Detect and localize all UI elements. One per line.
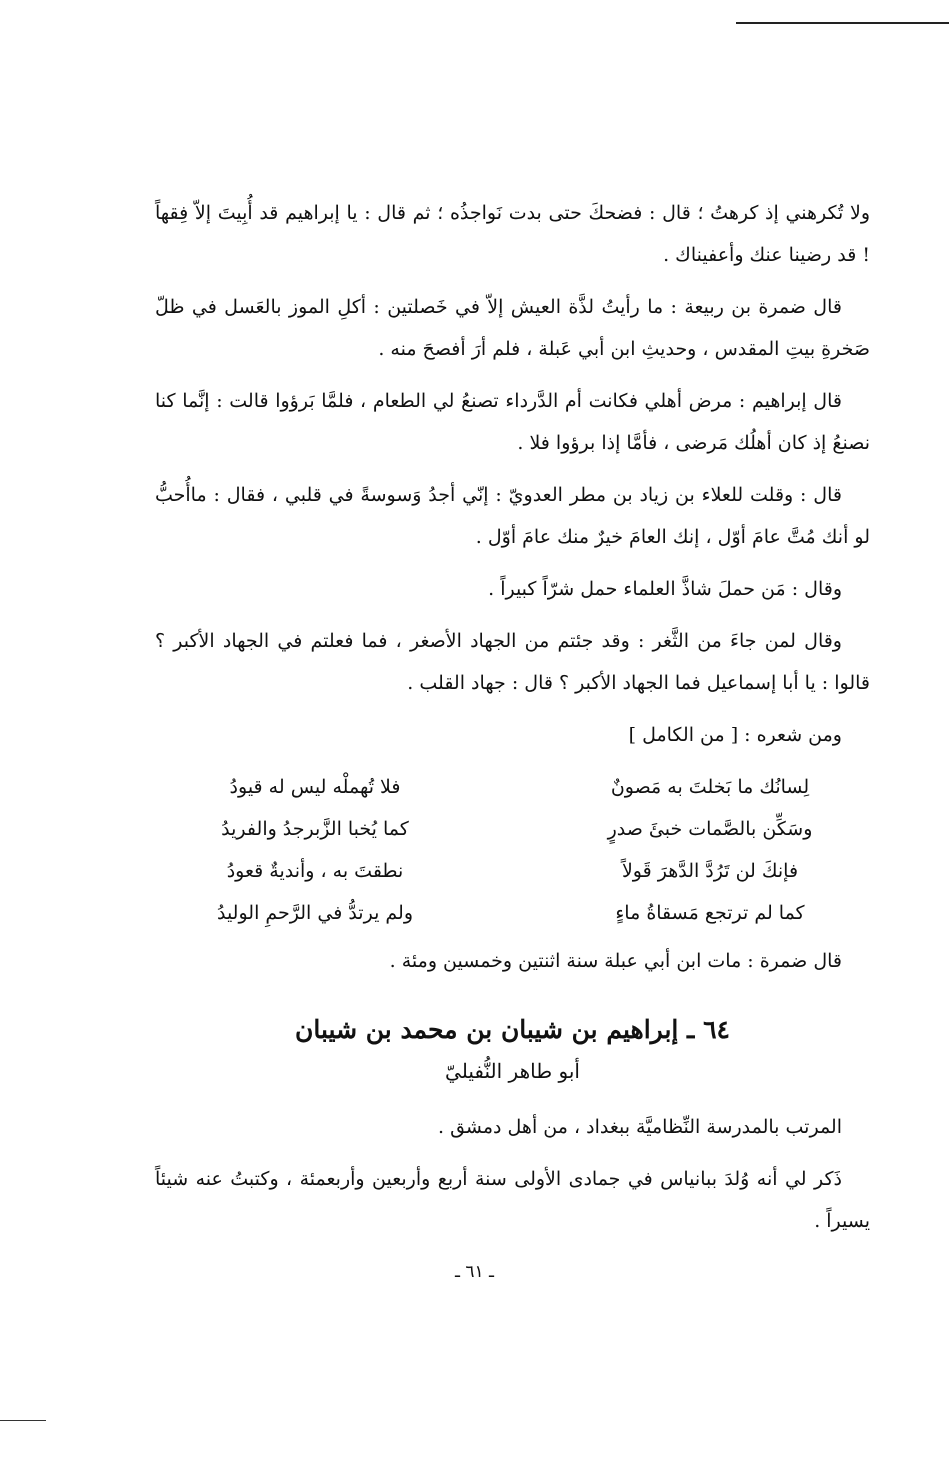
page-number: ـ ٦١ ـ bbox=[454, 1262, 495, 1282]
verse-second-hemistich: نطقتَ به ، وأنديةٌ قعودُ bbox=[226, 860, 404, 882]
paragraph-birth: ذَكر لي أنه وُلدَ ببانياس في جمادى الأولى سنة أربع وأربعين وأربعمئة ، وكتبتُ عنه شيئاً يسيراً . bbox=[155, 1168, 870, 1232]
paragraph-damra-saying: قال ضمرة بن ربيعة : ما رأيتُ لذَّة العيش إلاّ في خَصلتين : أكلِ الموز بالعَسل في ظلّ صَخرةِ بيتِ المقدس ، وحديثِ ابن أبي عَبلة ، فلم أرَ أفصحَ منه . bbox=[155, 296, 870, 360]
paragraph-death-date: قال ضمرة : مات ابن أبي عبلة سنة اثنتين وخمسين ومئة . bbox=[389, 950, 842, 972]
verse-first-hemistich: وسَكِّن بالصَّمات خبئَ صدرٍ bbox=[607, 818, 813, 840]
margin-rule bbox=[0, 1420, 46, 1421]
entry-heading: ٦٤ ـ إبراهيم بن شيبان بن محمد بن شيبان bbox=[295, 1015, 730, 1044]
paragraph-ending-story: ولا تُكرهني إذ كرهتُ ؛ قال : فضحكَ حتى بدت نَواجذُه ؛ ثم قال : يا إبراهيم قد أُبِيتَ إلاّ فِقهاً ! قد رضينا عنك وأعفيناك . bbox=[155, 202, 870, 266]
verse-second-hemistich: فلا تُهملْه ليس له قيودُ bbox=[229, 776, 401, 798]
verse-first-hemistich: فإنكَ لن تَرُدَّ الدَّهرَ قَولاً bbox=[621, 860, 799, 882]
poem-intro: ومن شعره : [ من الكامل ] bbox=[628, 724, 842, 746]
poem bbox=[155, 766, 870, 934]
verse-first-hemistich: لِسانُك ما بَخلتَ به مَصونٌ bbox=[610, 776, 810, 798]
verse-first-hemistich: كما لم ترتجع مَسقاةُ ماءٍ bbox=[615, 902, 805, 924]
paragraph-umm-darda: قال إبراهيم : مرض أهلي فكانت أم الدَّرداء تصنعُ لي الطعام ، فلمَّا بَرؤوا قالت : إنَّما كنا نصنعُ إذ كان أهلُك مَرضى ، فأمَّا إذا برؤوا فلا . bbox=[155, 390, 870, 454]
entry-subheading: أبو طاهر النُّفيليّ bbox=[445, 1059, 580, 1083]
header-rule bbox=[736, 22, 949, 24]
poem-verse bbox=[165, 808, 860, 850]
page-body bbox=[155, 192, 870, 1252]
poem-verse bbox=[165, 850, 860, 892]
paragraph-jihad: وقال لمن جاءَ من الثَّغر : وقد جئتم من الجهاد الأصغر ، فما فعلتم في الجهاد الأكبر ؟ قالوا : يا أبا إسماعيل فما الجهاد الأكبر ؟ قال : جهاد القلب . bbox=[155, 630, 870, 694]
poem-verse bbox=[165, 766, 860, 808]
paragraph-ala-ibn-ziyad: قال : وقلت للعلاء بن زياد بن مطر العدويّ : إنّي أجدُ وَسوسةً في قلبي ، فقال : ماأُحبُّ لو أنك مُتَّ عامَ أوّل ، إنك العامَ خيرٌ منك عامَ أوّل . bbox=[155, 484, 870, 548]
paragraph-shadh-ulama: وقال : مَن حملَ شاذَّ العلماء حمل شرّاً كبيراً . bbox=[488, 578, 842, 600]
verse-second-hemistich: ولم يرتدُّ في الرَّحمِ الوليدُ bbox=[216, 902, 414, 924]
verse-second-hemistich: كما يُخبا الزَّبرجدُ والفريدُ bbox=[221, 818, 409, 840]
paragraph-madrasa: المرتب بالمدرسة النِّظاميَّة ببغداد ، من أهل دمشق . bbox=[437, 1116, 842, 1138]
poem-verse bbox=[165, 892, 860, 934]
